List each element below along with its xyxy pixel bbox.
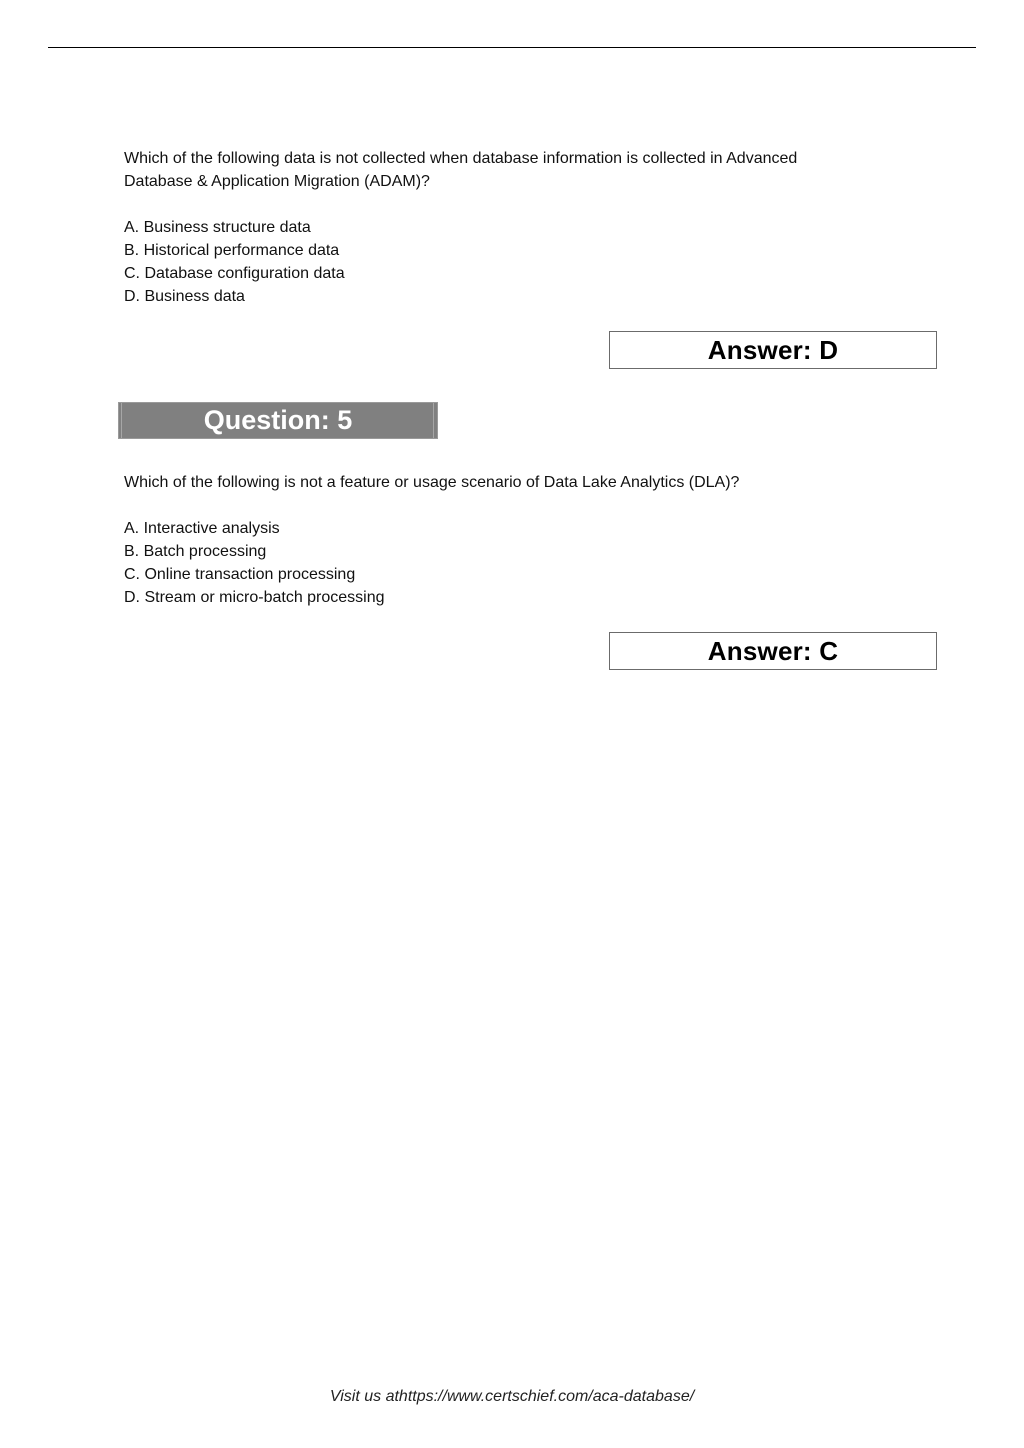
question-5-heading: Question: 5 (203, 405, 353, 435)
question-5-option-c: C. Online transaction processing (124, 566, 356, 583)
question-5-text (124, 471, 739, 494)
question-4-option-b: B. Historical performance data (124, 242, 340, 259)
question-4-text (124, 147, 797, 193)
question-5-option-d: D. Stream or micro-batch processing (124, 589, 385, 606)
question-5-option-b: B. Batch processing (124, 543, 267, 560)
question-4-option-d: D. Business data (124, 288, 245, 305)
header-divider (48, 47, 976, 48)
question-5-banner (118, 402, 438, 439)
question-5-options (124, 517, 385, 609)
footer-link-text[interactable]: Visit us athttps://www.certschief.com/aca-database/ (329, 1388, 695, 1405)
question-4-option-a: A. Business structure data (124, 219, 311, 236)
question-5-answer-box (609, 632, 937, 670)
question-4-answer-box (609, 331, 937, 369)
question-4-line-1: Which of the following data is not collected when database information is collected in Advanced (124, 150, 798, 167)
question-5-option-a: A. Interactive analysis (124, 520, 280, 537)
question-4-option-c: C. Database configuration data (124, 265, 345, 282)
question-5-line-1: Which of the following is not a feature or usage scenario of Data Lake Analytics (DLA)? (124, 474, 740, 491)
question-4-line-2: Database & Application Migration (ADAM)? (124, 173, 430, 190)
question-4-answer: Answer: D (707, 334, 839, 365)
question-4-options (124, 216, 345, 308)
question-5-answer: Answer: C (707, 635, 839, 666)
